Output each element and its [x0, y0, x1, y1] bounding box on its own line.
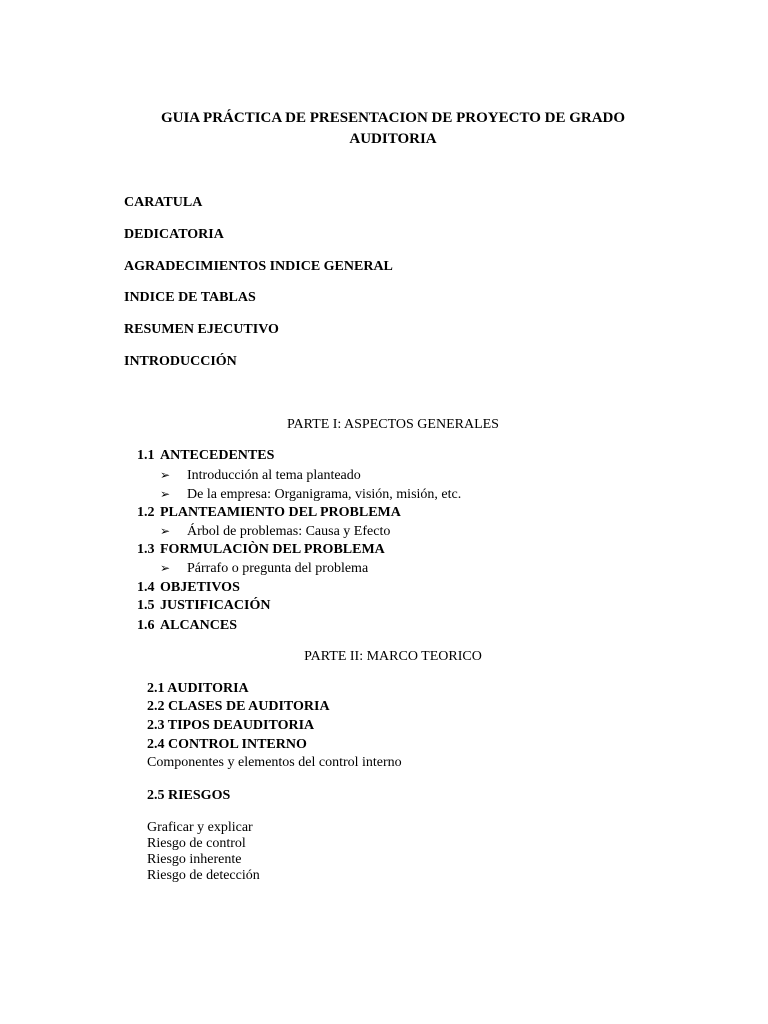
arrow-bullet-icon: ➢ — [160, 487, 171, 501]
section-number: 1.6 — [137, 618, 155, 633]
subsection-2-3: 2.3 TIPOS DEAUDITORIA — [147, 718, 315, 733]
section-1-6 — [137, 618, 237, 634]
section-number: 1.2 — [137, 505, 155, 520]
bullet-text: Árbol de problemas: Causa y Efecto — [187, 524, 391, 539]
subsection-2-4: 2.4 CONTROL INTERNO — [147, 737, 307, 752]
section-1-1 — [137, 448, 274, 464]
bullet-text: Introducción al tema planteado — [187, 468, 361, 483]
section-number: 1.3 — [137, 542, 155, 557]
arrow-bullet-icon: ➢ — [160, 524, 171, 538]
section-label: ALCANCES — [160, 618, 238, 633]
section-number: 1.5 — [137, 598, 155, 613]
section-label: FORMULACIÒN DEL PROBLEMA — [160, 542, 385, 557]
section-number: 1.1 — [137, 448, 155, 463]
arrow-bullet-icon: ➢ — [160, 561, 171, 575]
section-number: 1.4 — [137, 580, 155, 595]
section-1-2 — [137, 505, 401, 521]
control-interno-note: Componentes y elementos del control interno — [147, 755, 402, 770]
riesgos-item: Riesgo de detección — [147, 868, 260, 883]
part-1-heading: PARTE I: ASPECTOS GENERALES — [287, 417, 499, 432]
bullet-item — [160, 524, 390, 540]
subsection-2-1: 2.1 AUDITORIA — [147, 681, 249, 696]
front-matter-dedicatoria: DEDICATORIA — [124, 227, 224, 242]
front-matter-indice-tablas: INDICE DE TABLAS — [124, 290, 256, 305]
section-label: JUSTIFICACIÓN — [160, 598, 271, 613]
part-2-heading: PARTE II: MARCO TEORICO — [304, 649, 482, 664]
subsection-2-5: 2.5 RIESGOS — [147, 788, 231, 803]
front-matter-agradecimientos: AGRADECIMIENTOS INDICE GENERAL — [124, 259, 393, 274]
bullet-text: De la empresa: Organigrama, visión, misión, etc. — [187, 487, 462, 502]
bullet-item — [160, 487, 461, 503]
bullet-text: Párrafo o pregunta del problema — [187, 561, 369, 576]
section-label: PLANTEAMIENTO DEL PROBLEMA — [160, 505, 401, 520]
subsection-2-2: 2.2 CLASES DE AUDITORIA — [147, 699, 330, 714]
section-1-3 — [137, 542, 385, 558]
section-label: OBJETIVOS — [160, 580, 240, 595]
front-matter-caratula: CARATULA — [124, 195, 203, 210]
riesgos-item: Riesgo inherente — [147, 852, 242, 867]
section-label: ANTECEDENTES — [160, 448, 275, 463]
section-1-4 — [137, 580, 240, 596]
document-title-line-2: AUDITORIA — [349, 131, 437, 147]
section-1-5 — [137, 598, 270, 614]
bullet-item — [160, 561, 368, 577]
riesgos-item: Graficar y explicar — [147, 820, 253, 835]
front-matter-resumen: RESUMEN EJECUTIVO — [124, 322, 279, 337]
front-matter-introduccion: INTRODUCCIÓN — [124, 354, 237, 369]
document-title-line-1: GUIA PRÁCTICA DE PRESENTACION DE PROYECTO DE GRADO — [160, 110, 626, 126]
bullet-item — [160, 468, 361, 484]
arrow-bullet-icon: ➢ — [160, 468, 171, 482]
riesgos-item: Riesgo de control — [147, 836, 246, 851]
